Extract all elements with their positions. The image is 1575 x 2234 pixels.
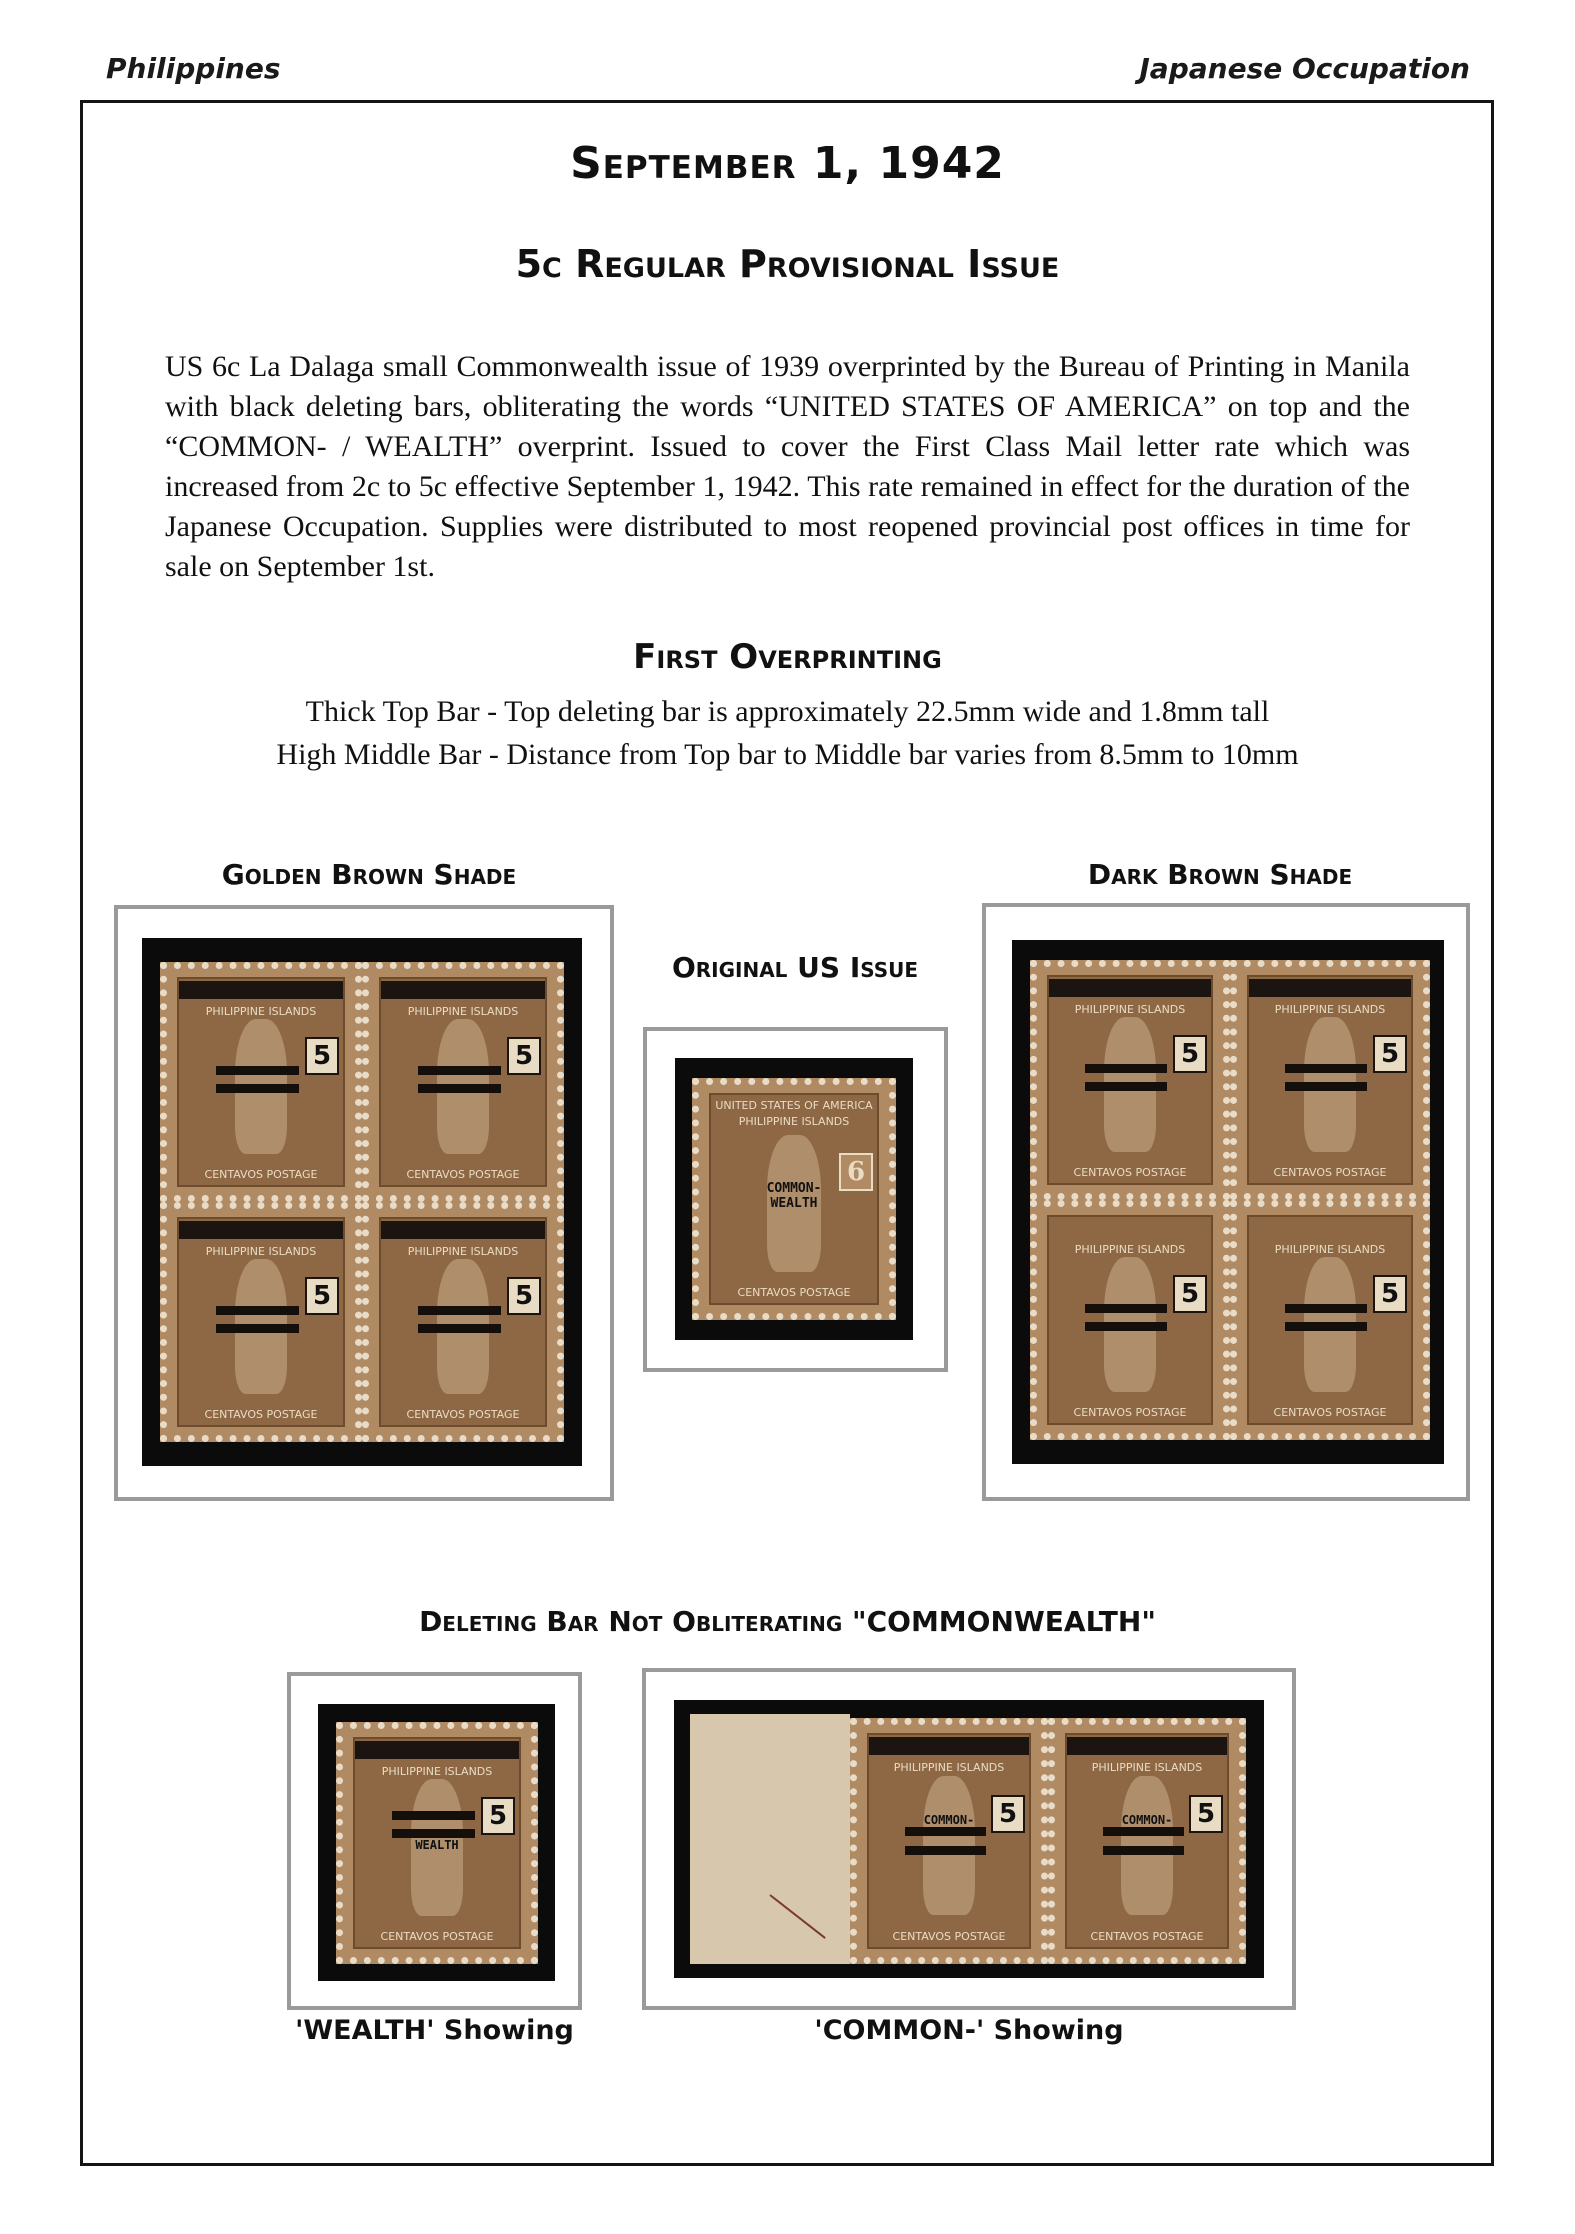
description-paragraph: US 6c La Dalaga small Commonwealth issue of 1939 overprinted by the Bureau of Printing in Manila with black deleting bars, obliterating the words “UNITED STATES OF AMERICA” on top and the “COMMON- / WEALTH” overprint. Issued to cover the First Class Mail letter rate which was increased from 2c to 5c effective September 1, 1942. This rate remained in effect for the duration of the Japanese Occupation. Supplies were distributed to most reopened provincial post offices in time for sale on September 1st. — [165, 350, 1410, 583]
stamp-value: 5 — [305, 1037, 339, 1075]
label-deleting-bar: Deleting Bar Not Obliterating "COMMONWEALTH" — [419, 1605, 1156, 1638]
stamp-common-overprint: COMMON- — [1121, 1813, 1173, 1828]
stamp-footer-text: CENTAVOS POSTAGE — [204, 1168, 318, 1181]
stamp-value: 5 — [1373, 1275, 1407, 1313]
stamp-islands-text: PHILIPPINE ISLANDS — [1091, 1761, 1203, 1774]
stamp-common-showing-2 — [1048, 1718, 1246, 1964]
stamp-footer-text: CENTAVOS POSTAGE — [892, 1930, 1006, 1943]
stamp-value: 6 — [839, 1153, 873, 1191]
stamp-commonwealth-overprint: COMMON- WEALTH — [766, 1180, 822, 1211]
stamp-islands-text: PHILIPPINE ISLANDS — [893, 1761, 1005, 1774]
page-subtitle: 5c Regular Provisional Issue — [515, 242, 1060, 286]
stamp-value: 5 — [991, 1795, 1025, 1833]
stamp-islands-text: PHILIPPINE ISLANDS — [407, 1245, 519, 1258]
label-original-issue: Original US Issue — [671, 951, 919, 984]
stamp-footer-text: CENTAVOS POSTAGE — [1090, 1930, 1204, 1943]
stamp-footer-text: CENTAVOS POSTAGE — [1073, 1406, 1187, 1419]
stamp-usa-text: UNITED STATES OF AMERICA — [715, 1099, 873, 1112]
stamp-value: 5 — [1189, 1795, 1223, 1833]
stamp-dark-2 — [1230, 960, 1430, 1200]
stamp-value: 5 — [305, 1277, 339, 1315]
stamp-wealth-showing — [336, 1722, 538, 1964]
stamp-value: 5 — [507, 1277, 541, 1315]
stamp-islands-text: PHILIPPINE ISLANDS — [1274, 1003, 1386, 1016]
stamp-footer-text: CENTAVOS POSTAGE — [1273, 1406, 1387, 1419]
stamp-islands-text: PHILIPPINE ISLANDS — [738, 1115, 850, 1128]
header-country: Philippines — [106, 52, 281, 85]
stamp-original — [692, 1078, 896, 1320]
stamp-footer-text: CENTAVOS POSTAGE — [406, 1408, 520, 1421]
stamp-islands-text: PHILIPPINE ISLANDS — [205, 1245, 317, 1258]
caption-common-showing: 'COMMON-' Showing — [814, 2015, 1124, 2046]
stamp-islands-text: PHILIPPINE ISLANDS — [1274, 1243, 1386, 1256]
stamp-golden-3 — [160, 1202, 362, 1442]
stamp-islands-text: PHILIPPINE ISLANDS — [1074, 1003, 1186, 1016]
stamp-value: 5 — [481, 1797, 515, 1835]
stamp-islands-text: PHILIPPINE ISLANDS — [205, 1005, 317, 1018]
stamp-value: 5 — [507, 1037, 541, 1075]
stamp-dark-4 — [1230, 1200, 1430, 1440]
stamp-islands-text: PHILIPPINE ISLANDS — [1074, 1243, 1186, 1256]
stamp-footer-text: CENTAVOS POSTAGE — [1273, 1166, 1387, 1179]
section-line-1: Thick Top Bar - Top deleting bar is approximately 22.5mm wide and 1.8mm tall — [305, 695, 1270, 728]
page-title: September 1, 1942 — [570, 138, 1005, 189]
stamp-islands-text: PHILIPPINE ISLANDS — [407, 1005, 519, 1018]
stamp-islands-text: PHILIPPINE ISLANDS — [381, 1765, 493, 1778]
label-golden-brown: Golden Brown Shade — [221, 858, 517, 891]
stamp-footer-text: CENTAVOS POSTAGE — [737, 1286, 851, 1299]
stamp-value: 5 — [1173, 1275, 1207, 1313]
stamp-common-showing-1 — [850, 1718, 1048, 1964]
stamp-value: 5 — [1373, 1035, 1407, 1073]
stamp-footer-text: CENTAVOS POSTAGE — [204, 1408, 318, 1421]
caption-wealth-showing: 'WEALTH' Showing — [295, 2015, 574, 2046]
stamp-footer-text: CENTAVOS POSTAGE — [1073, 1166, 1187, 1179]
sheet-margin — [690, 1714, 850, 1964]
section-line-2: High Middle Bar - Distance from Top bar to Middle bar varies from 8.5mm to 10mm — [276, 738, 1299, 771]
stamp-value: 5 — [1173, 1035, 1207, 1073]
label-dark-brown: Dark Brown Shade — [1087, 858, 1353, 891]
stamp-footer-text: CENTAVOS POSTAGE — [406, 1168, 520, 1181]
stamp-wealth-overprint: WEALTH — [415, 1838, 459, 1853]
stamp-footer-text: CENTAVOS POSTAGE — [380, 1930, 494, 1943]
stamp-dark-3 — [1030, 1200, 1230, 1440]
stamp-dark-1 — [1030, 960, 1230, 1200]
stamp-common-overprint: COMMON- — [923, 1813, 975, 1828]
header-period: Japanese Occupation — [1139, 52, 1470, 85]
stamp-golden-4 — [362, 1202, 564, 1442]
stamp-golden-2 — [362, 962, 564, 1202]
stamp-golden-1 — [160, 962, 362, 1202]
section-heading: First Overprinting — [633, 637, 942, 677]
